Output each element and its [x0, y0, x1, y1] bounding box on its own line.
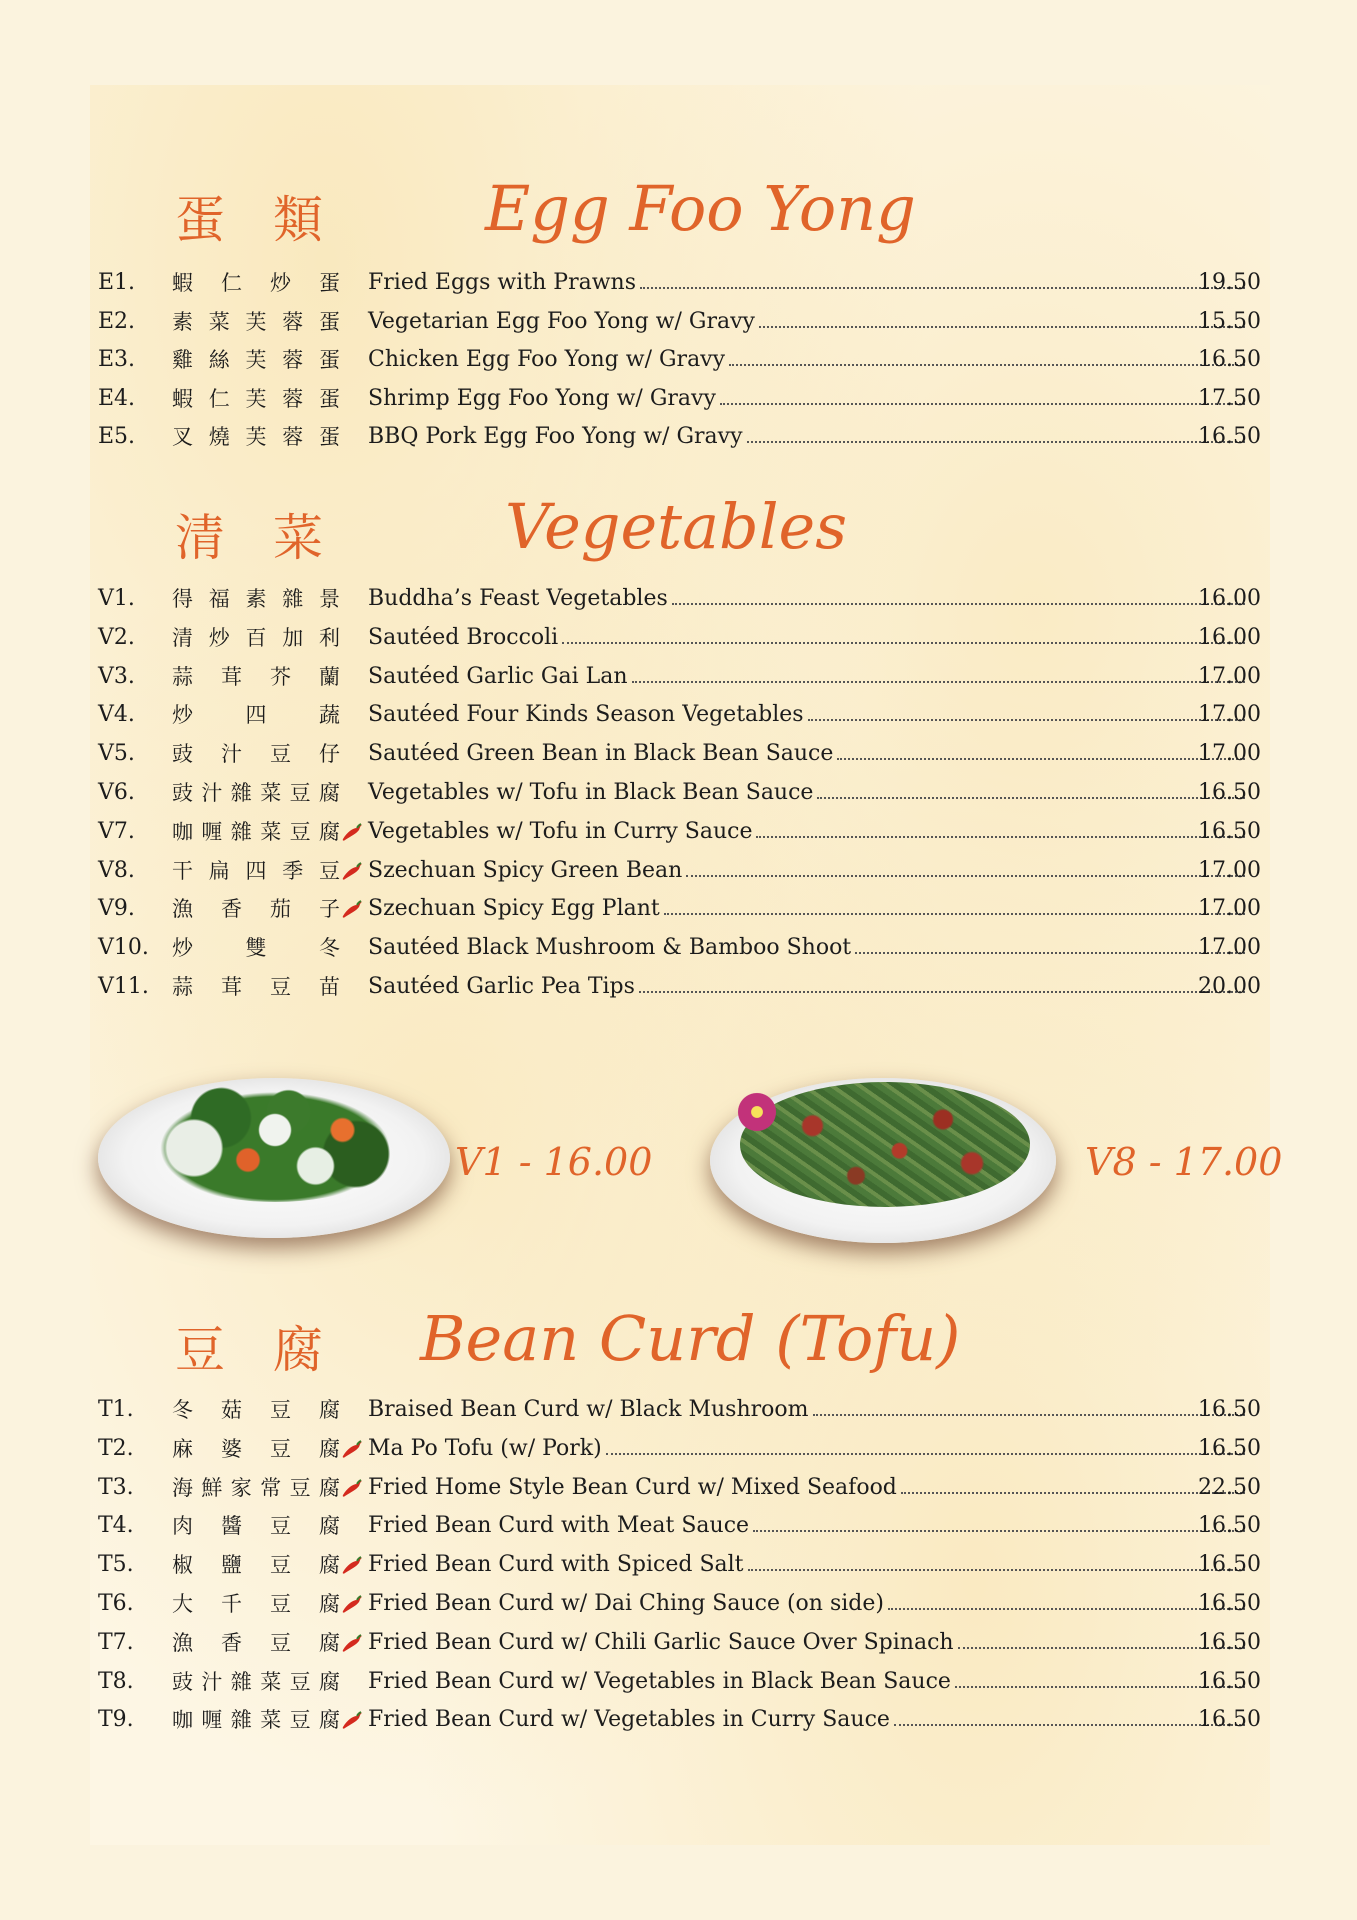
item-price: 16.50: [1198, 1707, 1261, 1733]
item-name-zh: 椒鹽豆腐: [172, 1553, 340, 1578]
dot-leader: [753, 1530, 1245, 1532]
item-code: T6.: [98, 1591, 134, 1616]
menu-item: [0, 852, 1357, 890]
item-code: V6.: [98, 780, 135, 805]
item-code: T2.: [98, 1435, 134, 1461]
section-title-zh: 清菜: [175, 509, 371, 567]
menu-item: [0, 813, 1357, 851]
item-name-zh: 咖喱雜菜豆腐: [172, 1708, 340, 1733]
item-name-zh: 干扁四季豆: [172, 858, 340, 883]
item-name-en: Braised Bean Curd w/ Black Mushroom: [368, 1391, 1245, 1429]
item-price: 16.50: [1198, 1591, 1261, 1616]
item-name-zh: 豉汁豆仔: [172, 742, 340, 767]
item-name-zh: 麻婆豆腐: [172, 1436, 340, 1461]
item-name-zh: 冬菇豆腐: [172, 1398, 340, 1422]
dot-leader: [562, 642, 1245, 644]
dot-leader: [748, 1569, 1245, 1571]
chili-pepper-icon: [341, 1439, 363, 1459]
menu-item: [0, 774, 1357, 812]
item-code: E2.: [98, 308, 136, 334]
menu-item: [0, 380, 1357, 418]
item-name-en: Fried Eggs with Prawns: [368, 264, 1245, 302]
photo-caption-v8: V8 - 17.00: [1085, 1140, 1283, 1184]
item-code: E3.: [98, 347, 136, 373]
item-code: V8.: [98, 857, 135, 883]
item-code: T5.: [98, 1552, 134, 1578]
item-code: V11.: [98, 974, 149, 999]
item-name-zh: 肉醬豆腐: [172, 1514, 340, 1539]
item-name-zh: 豉汁雜菜豆腐: [172, 781, 340, 805]
dot-leader: [855, 952, 1245, 954]
item-price: 22.50: [1198, 1474, 1261, 1500]
menu-item: [0, 341, 1357, 379]
photo-v1-food: [140, 1082, 410, 1202]
menu-item: [0, 658, 1357, 696]
menu-item: [0, 696, 1357, 734]
item-name-zh: 蝦仁芙蓉蛋: [172, 386, 340, 411]
item-code: E1.: [98, 270, 136, 295]
item-price: 17.00: [1198, 935, 1261, 961]
menu-item: [0, 929, 1357, 967]
dot-leader: [632, 681, 1245, 683]
item-name-zh: 叉燒芙蓉蛋: [172, 425, 340, 450]
item-name-zh: 豉汁雜菜豆腐: [172, 1669, 340, 1694]
item-name-en: Szechuan Spicy Green Bean: [368, 852, 1245, 890]
dot-leader: [747, 441, 1245, 443]
item-code: T7.: [98, 1629, 134, 1655]
dot-leader: [640, 287, 1245, 289]
dot-leader: [888, 1608, 1245, 1610]
item-price: 16.50: [1198, 818, 1261, 844]
photo-v8-chili-pieces: [740, 1082, 1030, 1207]
item-price: 16.50: [1198, 1435, 1261, 1461]
item-name-zh: 漁香茄子: [172, 897, 340, 922]
dot-leader: [686, 875, 1245, 877]
dot-leader: [664, 913, 1245, 915]
section-title-zh: 蛋類: [175, 191, 371, 249]
item-name-zh: 咖喱雜菜豆腐: [172, 819, 340, 844]
item-code: V2.: [98, 624, 135, 650]
item-price: 17.00: [1198, 896, 1261, 922]
chili-pepper-icon: [341, 1594, 363, 1614]
section-header-tofu: [0, 1302, 1357, 1390]
menu-item: [0, 580, 1357, 618]
item-name-zh: 大千豆腐: [172, 1592, 340, 1616]
menu-item: [0, 1507, 1357, 1545]
item-price: 16.50: [1198, 347, 1261, 373]
dot-leader: [639, 991, 1245, 993]
item-code: T3.: [98, 1474, 134, 1500]
item-name-en: Szechuan Spicy Egg Plant: [368, 890, 1245, 928]
item-name-en: Sautéed Garlic Pea Tips: [368, 968, 1245, 1006]
item-name-en: Fried Bean Curd w/ Dai Ching Sauce (on side): [368, 1585, 1245, 1623]
item-name-en: Fried Bean Curd w/ Vegetables in Black Bean Sauce: [368, 1663, 1245, 1701]
dot-leader: [837, 758, 1245, 760]
item-name-en: Ma Po Tofu (w/ Pork): [368, 1430, 1245, 1468]
dot-leader: [808, 719, 1245, 721]
item-price: 17.00: [1198, 663, 1261, 689]
item-name-en: Shrimp Egg Foo Yong w/ Gravy: [368, 380, 1245, 418]
orchid-garnish: [735, 1090, 779, 1134]
item-code: T9.: [98, 1707, 134, 1733]
item-name-en: Vegetables w/ Tofu in Curry Sauce: [368, 813, 1245, 851]
item-price: 16.50: [1198, 780, 1261, 805]
item-name-en: Vegetables w/ Tofu in Black Bean Sauce: [368, 774, 1245, 812]
dot-leader: [729, 364, 1245, 366]
item-name-en: Fried Bean Curd w/ Vegetables in Curry Sauce: [368, 1701, 1245, 1739]
menu-item: [0, 890, 1357, 928]
menu-item: [0, 1546, 1357, 1584]
item-name-en: Vegetarian Egg Foo Yong w/ Gravy: [368, 303, 1245, 341]
item-code: V5.: [98, 741, 135, 767]
item-name-zh: 蒜茸芥蘭: [172, 664, 340, 689]
item-name-zh: 炒四蔬: [172, 703, 340, 728]
item-code: T1.: [98, 1397, 134, 1422]
item-code: V3.: [98, 663, 135, 689]
menu-item: [0, 418, 1357, 456]
item-code: V4.: [98, 702, 135, 728]
chili-pepper-icon: [341, 899, 363, 919]
item-name-zh: 蒜茸豆苗: [172, 975, 340, 999]
menu-item: [0, 619, 1357, 657]
item-code: V10.: [98, 935, 149, 961]
section-title-zh: 豆腐: [175, 1321, 371, 1379]
item-code: T8.: [98, 1668, 134, 1694]
item-price: 17.00: [1198, 702, 1261, 728]
item-name-en: Fried Bean Curd w/ Chili Garlic Sauce Over Spinach: [368, 1624, 1245, 1662]
item-code: T4.: [98, 1513, 134, 1539]
item-price: 16.50: [1198, 1513, 1261, 1539]
menu-item: [0, 1663, 1357, 1701]
chili-pepper-icon: [341, 1633, 363, 1653]
item-code: E5.: [98, 424, 136, 450]
item-price: 20.00: [1198, 974, 1261, 999]
menu-item: [0, 1469, 1357, 1507]
chili-pepper-icon: [341, 822, 363, 842]
dot-leader: [901, 1492, 1245, 1494]
item-price: 16.00: [1198, 624, 1261, 650]
item-name-en: Sautéed Black Mushroom & Bamboo Shoot: [368, 929, 1245, 967]
chili-pepper-icon: [341, 1710, 363, 1730]
dot-leader: [756, 836, 1245, 838]
section-header-egg: [0, 172, 1357, 260]
chili-pepper-icon: [341, 1555, 363, 1575]
item-name-en: Fried Home Style Bean Curd w/ Mixed Seafood: [368, 1469, 1245, 1507]
item-name-en: Sautéed Garlic Gai Lan: [368, 658, 1245, 696]
menu-item: [0, 735, 1357, 773]
item-price: 16.50: [1198, 1629, 1261, 1655]
menu-item: [0, 1430, 1357, 1468]
item-name-zh: 素菜芙蓉蛋: [172, 309, 340, 334]
section-title-en: Egg Foo Yong: [485, 172, 916, 245]
section-title-en: Bean Curd (Tofu): [420, 1302, 961, 1375]
photo-caption-v1: V1 - 16.00: [455, 1140, 653, 1184]
dot-leader: [817, 797, 1245, 799]
item-price: 19.50: [1198, 270, 1261, 295]
chili-pepper-icon: [341, 1478, 363, 1498]
menu-item: [0, 1624, 1357, 1662]
item-name-en: Sautéed Broccoli: [368, 619, 1245, 657]
menu-item: [0, 1701, 1357, 1739]
menu-item: [0, 1585, 1357, 1623]
item-name-en: Chicken Egg Foo Yong w/ Gravy: [368, 341, 1245, 379]
chili-pepper-icon: [341, 861, 363, 881]
menu-item: [0, 1391, 1357, 1429]
item-price: 16.50: [1198, 1397, 1261, 1422]
section-header-veg: [0, 490, 1357, 578]
item-price: 17.00: [1198, 741, 1261, 767]
item-code: V7.: [98, 818, 135, 844]
item-name-en: Buddha’s Feast Vegetables: [368, 580, 1245, 618]
item-name-zh: 蝦仁炒蛋: [172, 271, 340, 295]
item-name-en: BBQ Pork Egg Foo Yong w/ Gravy: [368, 418, 1245, 456]
item-name-zh: 炒雙冬: [172, 936, 340, 961]
item-name-en: Fried Bean Curd with Spiced Salt: [368, 1546, 1245, 1584]
item-price: 17.50: [1198, 385, 1261, 411]
item-name-zh: 清炒百加利: [172, 625, 340, 650]
item-price: 17.00: [1198, 857, 1261, 883]
item-name-zh: 海鮮家常豆腐: [172, 1475, 340, 1500]
item-name-en: Fried Bean Curd with Meat Sauce: [368, 1507, 1245, 1545]
menu-item: [0, 303, 1357, 341]
item-name-zh: 漁香豆腐: [172, 1630, 340, 1655]
item-name-en: Sautéed Green Bean in Black Bean Sauce: [368, 735, 1245, 773]
dot-leader: [672, 603, 1245, 605]
item-price: 16.00: [1198, 586, 1261, 611]
item-price: 15.50: [1198, 308, 1261, 334]
menu-item: [0, 968, 1357, 1006]
section-title-en: Vegetables: [505, 490, 848, 563]
dot-leader: [720, 403, 1245, 405]
item-name-zh: 得福素雜景: [172, 587, 340, 611]
dot-leader: [813, 1414, 1245, 1416]
item-code: V9.: [98, 896, 135, 922]
item-code: V1.: [98, 586, 135, 611]
item-price: 16.50: [1198, 1668, 1261, 1694]
dot-leader: [894, 1724, 1245, 1726]
item-name-zh: 雞絲芙蓉蛋: [172, 348, 340, 373]
menu-item: [0, 264, 1357, 302]
item-price: 16.50: [1198, 424, 1261, 450]
dot-leader: [759, 326, 1245, 328]
item-code: E4.: [98, 385, 136, 411]
dot-leader: [606, 1453, 1245, 1455]
item-name-en: Sautéed Four Kinds Season Vegetables: [368, 696, 1245, 734]
item-price: 16.50: [1198, 1552, 1261, 1578]
